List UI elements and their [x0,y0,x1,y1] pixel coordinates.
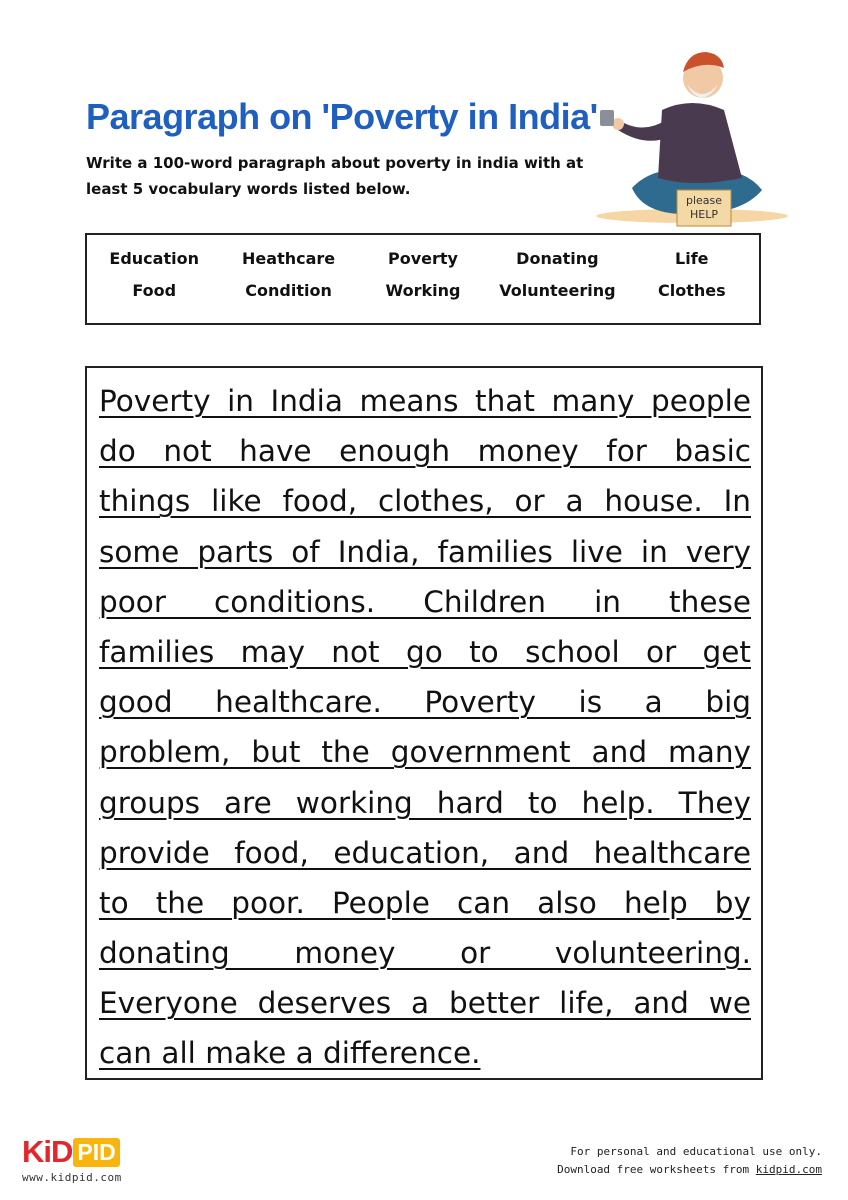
sweater [658,103,742,183]
vocab-word: Heathcare [242,249,336,268]
cup [600,110,614,126]
vocab-word: Education [109,249,199,268]
paragraph-line: things like food, clothes, or a house. In [99,484,751,519]
instructions: Write a 100-word paragraph about poverty in india with at least 5 vocabulary words listed below. [86,154,584,198]
kidpid-logo[interactable] [22,1135,122,1184]
vocab-word: Working [385,281,461,300]
paragraph-line: do not have enough money for basic [99,434,751,469]
vocab-word: Condition [245,281,332,300]
paragraph-text [99,376,751,1079]
paragraph-line: Poverty in India means that many people [99,384,751,418]
vocab-word: Donating [516,249,599,268]
logo-mark [22,1135,122,1169]
vocab-word: Life [675,249,709,268]
footer-line-2 [557,1161,822,1179]
sign-text-please: please [685,194,723,207]
paragraph-line: to the poor. People can also help by [99,885,751,920]
paragraph-line: some parts of India, families live in very [99,534,751,569]
footer-link[interactable]: kidpid.com [755,1163,822,1176]
footer-notice [557,1143,822,1179]
arm [618,120,672,141]
beggar-illustration [592,38,788,234]
paragraph-line: problem, but the government and many [99,735,751,770]
vocabulary-grid [87,235,759,300]
paragraph-line: families may not go to school or get [99,634,751,669]
paragraph-line: Everyone deserves a better life, and we [99,986,751,1021]
page-title: Paragraph on 'Poverty in India' [86,96,598,137]
paragraph-line: good healthcare. Poverty is a big [99,685,751,720]
vocabulary-box [85,233,761,325]
paragraph-line: donating money or volunteering. [99,936,751,971]
paragraph-line: groups are working hard to help. They [99,785,751,820]
logo-url: www.kidpid.com [22,1171,122,1184]
vocab-word: Volunteering [499,281,616,300]
vocab-word: Clothes [657,281,726,300]
paragraph-line: provide food, education, and healthcare [99,835,751,870]
paragraph-box [85,366,763,1080]
paragraph-line: poor conditions. Children in these [99,584,751,619]
vocab-word: Food [132,281,177,300]
vocab-word: Poverty [388,249,458,268]
footer-line-2-prefix: Download free worksheets from [557,1163,756,1176]
logo-pid-text: PID [73,1138,119,1167]
logo-kid-text: KiD [22,1134,73,1169]
paragraph-line: can all make a difference. [99,1036,481,1071]
footer-line-1: For personal and educational use only. [570,1145,822,1158]
sign-text-help: HELP [690,208,718,221]
